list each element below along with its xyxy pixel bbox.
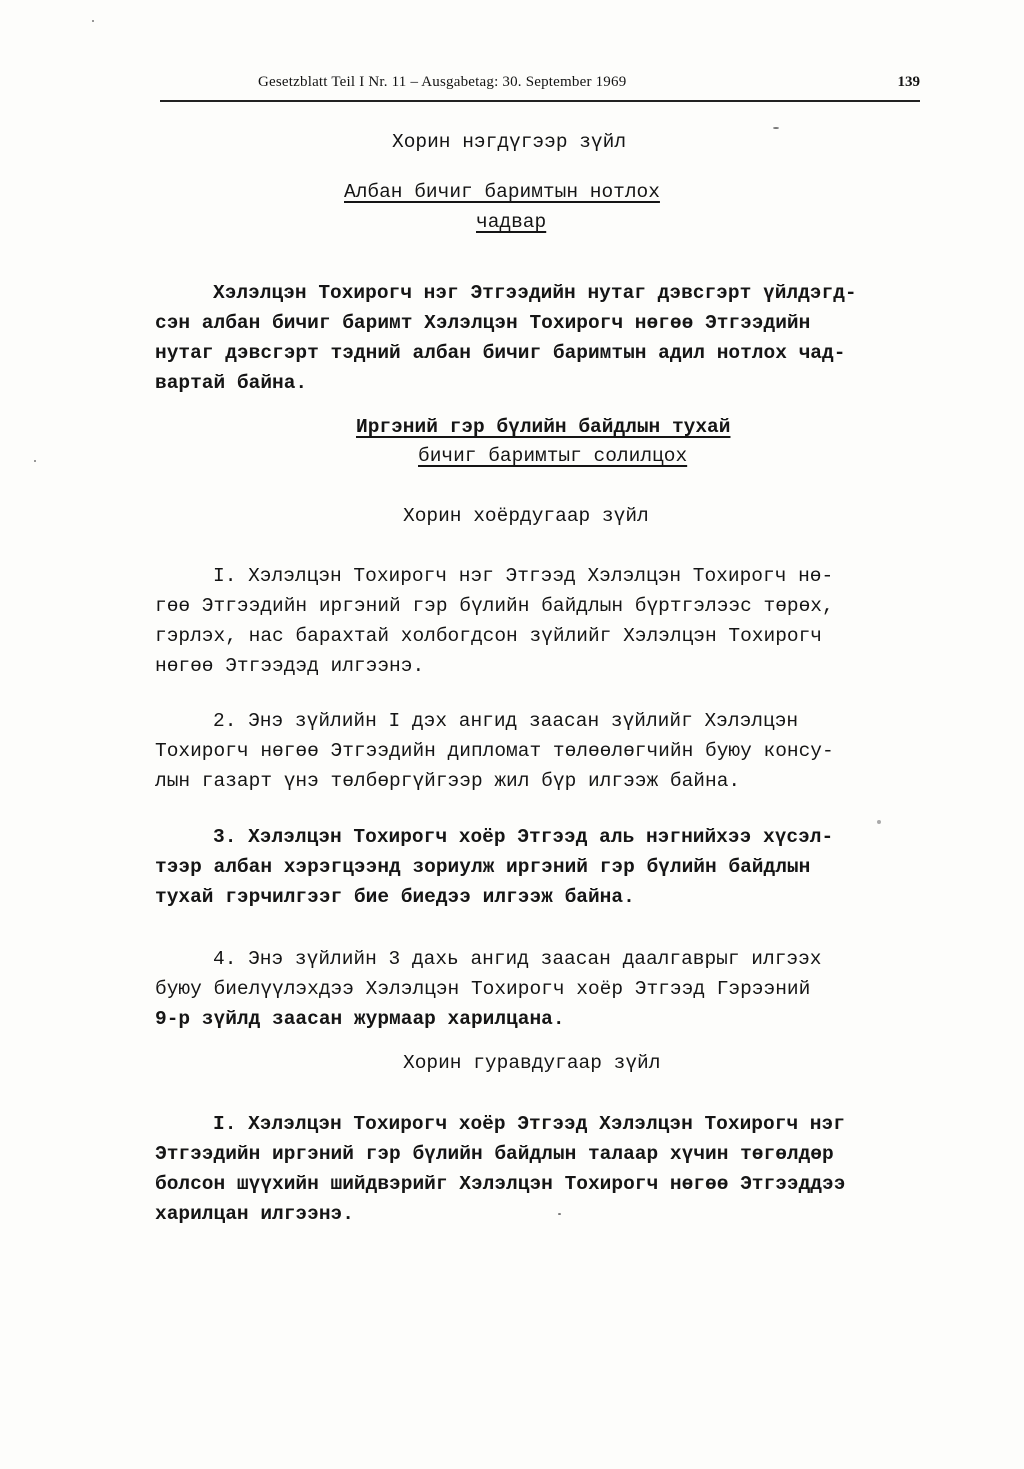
text-line: тухай гэрчилгээг бие биедээ илгээж байна. [155,886,635,908]
text-line: Хэлэлцэн Тохирогч нэг Этгээдийн нутаг дэвсгэрт үйлдэгд- [213,282,857,304]
scan-speck [92,20,94,22]
page-header [160,72,920,102]
text-line: тээр албан хэрэгцээнд зориулж иргэний гэр бүлийн байдлын [155,856,811,878]
text-line: I. Хэлэлцэн Тохирогч нэг Этгээд Хэлэлцэн Тохирогч нө- [213,565,834,587]
text-line: лын газарт үнэ төлбөргүйгээр жил бүр илгээж байна. [155,770,741,792]
text-line: буюу биелүүлэхдээ Хэлэлцэн Тохирогч хоёр Этгээд Гэрээний [155,978,811,1000]
scan-speck [558,1213,561,1215]
text-line: 3. Хэлэлцэн Тохирогч хоёр Этгээд аль нэгнийхээ хүсэл- [213,826,834,848]
scan-speck [34,460,36,462]
article-22-heading: Хорин хоёрдугаар зүйл [403,505,649,527]
article-22-paragraph-2 [155,706,834,796]
article-23-heading: Хорин гуравдугаар зүйл [403,1052,661,1074]
text-line: 4. Энэ зүйлийн 3 дахь ангид заасан даалгаврыг илгээх [213,948,822,970]
section-title-line-2: бичиг баримтыг солилцох [418,445,688,467]
article-21-subtitle-line-1: Албан бичиг баримтын нотлох [344,181,660,203]
article-21-subtitle-line-2: чадвар [476,211,547,233]
text-line: I. Хэлэлцэн Тохирогч хоёр Этгээд Хэлэлцэн Тохирогч нэг [213,1113,845,1135]
text-line: гөө Этгээдийн иргэний гэр бүлийн байдлын бүртгэлээс төрөх, [155,595,834,617]
text-line: нөгөө Этгээдэд илгээнэ. [155,655,425,677]
text-line: Тохирогч нөгөө Этгээдийн дипломат төлөөлөгчийн буюу консу- [155,740,834,762]
page-number: 139 [897,74,920,90]
text-line: вартай байна. [155,372,308,394]
scan-speck [773,127,779,129]
text-line: 2. Энэ зүйлийн I дэх ангид заасан зүйлийг Хэлэлцэн [213,710,799,732]
text-line: 9-р зүйлд заасан журмаар харилцана. [155,1008,565,1030]
section-title-line-1: Иргэний гэр бүлийн байдлын тухай [356,416,731,438]
article-22-paragraph-1 [155,561,834,681]
scan-speck [877,820,881,824]
article-22-paragraph-3 [155,822,833,912]
article-21-heading: Хорин нэгдүгээр зүйл [392,131,627,153]
article-22-paragraph-4 [155,944,822,1034]
text-line: Этгээдийн иргэний гэр бүлийн байдлын талаар хүчин төгөлдөр [155,1143,834,1165]
article-21-body [155,278,857,398]
text-line: болсон шүүхийн шийдвэрийг Хэлэлцэн Тохирогч нөгөө Этгээддээ [155,1173,846,1195]
text-line: сэн албан бичиг баримт Хэлэлцэн Тохирогч нөгөө Этгээдийн [155,312,811,334]
gazette-title: Gesetzblatt Teil I Nr. 11 – Ausgabetag: 30. September 1969 [258,74,627,90]
text-line: харилцан илгээнэ. [155,1203,354,1225]
text-line: гэрлэх, нас барахтай холбогдсон зүйлийг Хэлэлцэн Тохирогч [155,625,823,647]
text-line: нутаг дэвсгэрт тэдний албан бичиг баримтын адил нотлох чад- [155,342,846,364]
article-23-paragraph-1 [155,1109,845,1229]
